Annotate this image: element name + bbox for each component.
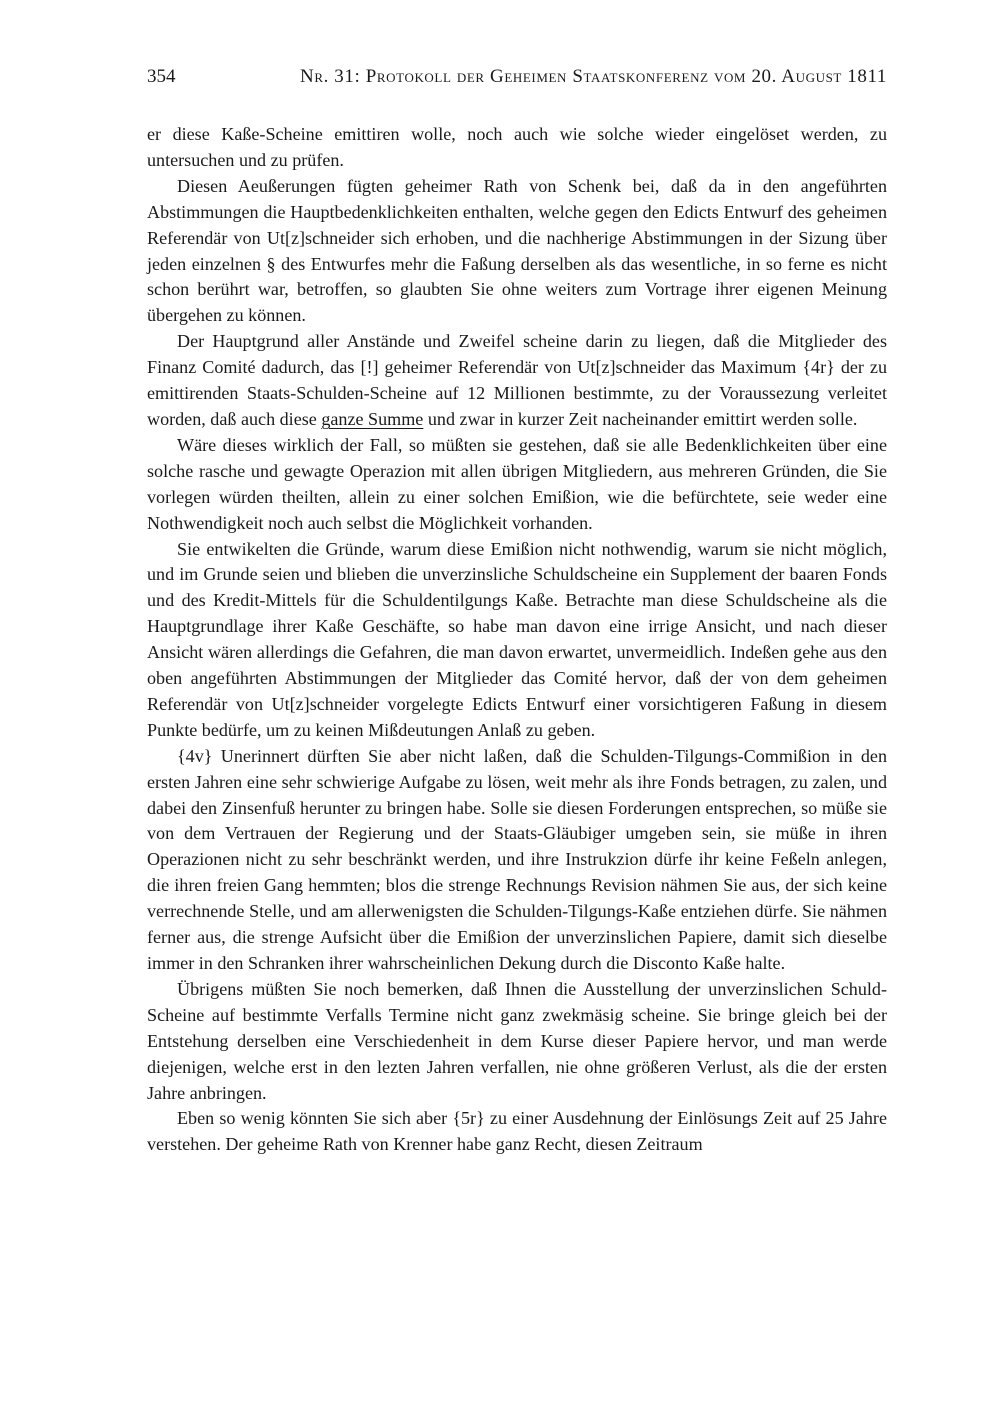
paragraph-text: Eben so wenig könnten Sie sich aber {5r} zu einer Ausdehnung der Einlösungs Zeit auf 25 Jahre verstehen. Der geheime Rath von Krenner habe ganz Recht, diesen Zeitraum [147, 1108, 887, 1155]
paragraph-text: Diesen Aeußerungen fügten geheimer Rath von Schenk bei, daß da in den angeführten Abstimmungen die Hauptbedenklichkeiten enthalten, welche gegen den Edicts Entwurf des geheimen Referendär von Ut[z]schneider sich erhoben, und die nachherige Abstimmungen in der Sizung über jeden einzelnen § des Entwurfes mehr die Faßung derselben als das wesentliche, in so ferne es nicht schon berührt war, betroffen, so glaubten Sie ohne weiters zum Vortrage ihrer eigenen Meinung übergehen zu können. [147, 175, 887, 326]
paragraph-text: {4v} Unerinnert dürften Sie aber nicht laßen, daß die Schulden-Tilgungs-Commißion in den ersten Jahren eine sehr schwierige Aufgabe zu lösen, weit mehr als ihre Fonds betragen, zu zalen, und dabei den Zinsenfuß herunter zu bringen habe. Solle sie diesen Forderungen entsprechen, so müße sie von dem Vertrauen der Regierung und der Staats-Gläubiger umgeben sein, sie müße in ihren Operazionen nicht zu sehr beschränkt werden, und ihre Instrukzion dürfe ihr keine Feßeln anlegen, die ihren freien Gang hemmten; blos die strenge Rechnungs Revision nähmen Sie aus, der sich keine verrechnende Stelle, und am allerwenigsten die Schulden-Tilgungs-Kaße entziehen dürfe. Sie nähmen ferner aus, die strenge Aufsicht über die Emißion der unverzinslichen Papiere, damit sich dieselbe immer in den Schranken ihrer wahrscheinlichen Dekung durch die Disconto Kaße halte. [147, 745, 887, 973]
page-number: 354 [147, 66, 176, 87]
running-head-title: Nr. 31: Protokoll der Geheimen Staatskonferenz vom 20. August 1811 [300, 66, 887, 87]
paragraph-8 [147, 1106, 887, 1158]
paragraph-7 [147, 977, 887, 1107]
paragraph-text: Sie entwikelten die Gründe, warum diese Emißion nicht nothwendig, warum sie nicht möglich, und im Grunde seien und blieben die unverzinsliche Schuldscheine ein Supplement der baaren Fonds und des Kredit-Mittels für die Schuldentilgungs Kaße. Betrachte man diese Schuldscheine als die Hauptgrundlage ihrer Kaße Geschäfte, so habe man davon eine irrige Ansicht, und nach dieser Ansicht wären allerdings die Gefahren, die man davon erwartet, unvermeidlich. Indeßen gehe aus den oben angeführten Abstimmungen der Mitglieder das Comité hervor, daß der von dem geheimen Referendär von Ut[z]schneider vorgelegte Edicts Entwurf einer vorsichtigeren Faßung in diesem Punkte bedürfe, um zu keinen Mißdeutungen Anlaß zu geben. [147, 538, 887, 740]
paragraph-2 [147, 174, 887, 329]
paragraph-text: Der Hauptgrund aller Anstände und Zweifel scheine darin zu liegen, daß die Mitglieder des Finanz Comité dadurch, das [!] geheimer Referendär von Ut[z]schneider das Maximum {4r} der zu emittirenden Staats-Schulden-Scheine auf 12 Millionen bestimmte, zu der Voraussezung verleitet worden, daß auch diese [147, 331, 887, 429]
body-text [147, 122, 887, 1158]
paragraph-1 [147, 122, 887, 174]
paragraph-text: Übrigens müßten Sie noch bemerken, daß Ihnen die Ausstellung der unverzinslichen Schuld-Scheine auf bestimmte Verfalls Termine nicht ganz zwekmäsig scheine. Sie bringe gleich bei der Entstehung derselben eine Verschiedenheit in dem Kurse dieser Papiere hervor, und man werde diejenigen, welche erst in den lezten Jahren verfallen, nie ohne größeren Verlust, als die der ersten Jahre anbringen. [147, 978, 887, 1103]
document-page [147, 64, 887, 1158]
paragraph-5 [147, 537, 887, 744]
paragraph-6 [147, 744, 887, 977]
paragraph-text: er diese Kaße-Scheine emittiren wolle, noch auch wie solche wieder eingelöset werden, zu untersuchen und zu prüfen. [147, 124, 887, 170]
underlined-phrase: ganze Summe [321, 408, 424, 429]
paragraph-text-continued: und zwar in kurzer Zeit nacheinander emittirt werden solle. [423, 408, 858, 429]
paragraph-text: Wäre dieses wirklich der Fall, so müßten sie gestehen, daß sie alle Bedenklichkeiten über eine solche rasche und gewagte Operazion mit allen übrigen Mitgliedern, aus mehreren Gründen, die Sie vorlegen würden theilten, allein zu einer solchen Emißion, wie die befürchtete, seie weder eine Nothwendigkeit noch auch selbst die Möglichkeit vorhanden. [147, 434, 887, 533]
paragraph-3 [147, 329, 887, 433]
paragraph-4 [147, 433, 887, 537]
running-head [147, 64, 887, 90]
